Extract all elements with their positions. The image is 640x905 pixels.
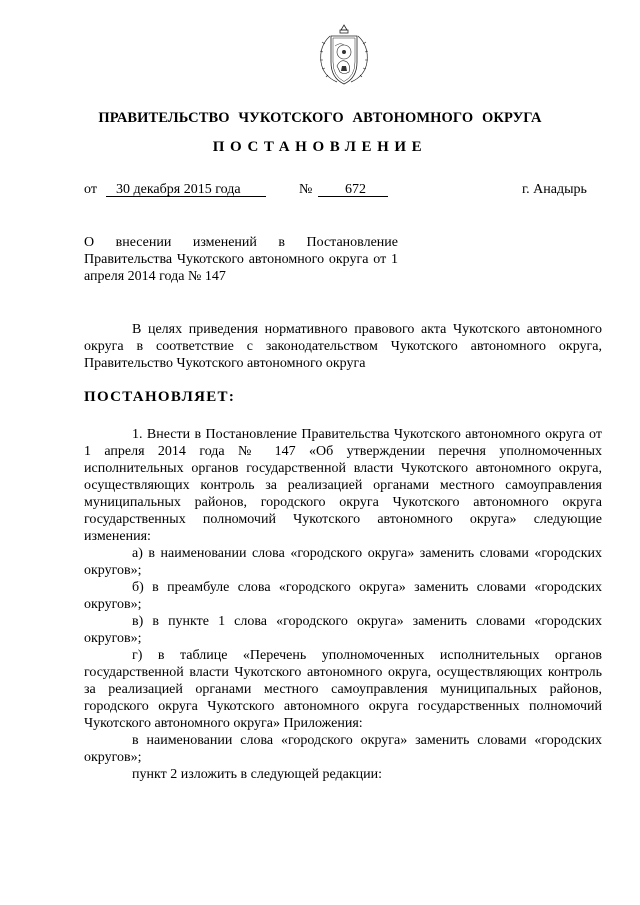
preamble-text: В целях приведения нормативного правового акта Чукотского автономного округа в соответствие с законодательством Чукотского автономного округа, Правительство Чукотского автономного округа — [84, 322, 602, 371]
number-underline — [318, 196, 388, 197]
document-number: 672 — [345, 182, 366, 197]
document-subject: О внесении изменений в Постановление Правительства Чукотского автономного округа от 1 апреля 2014 года № 147 — [84, 235, 398, 284]
government-title: ПРАВИТЕЛЬСТВО ЧУКОТСКОГО АВТОНОМНОГО ОКРУГА — [98, 110, 542, 126]
paragraph: г) в таблице «Перечень уполномоченных исполнительных органов государственной власти Чукотского автономного округа, осуществляющих контроль за реализацией органами местного самоуправления муниципальных районов, городского округа Чукотского автономного округа государственных полномочий Чукотского автономного округа» Приложения: — [84, 648, 602, 731]
paragraph: пункт 2 изложить в следующей редакции: — [132, 767, 382, 782]
paragraph: в) в пункте 1 слова «городского округа» заменить словами «городских округов»; — [84, 614, 602, 646]
paragraph: а) в наименовании слова «городского округа» заменить словами «городских округов»; — [84, 546, 602, 578]
decree-heading: ПОСТАНОВЛЯЕТ: — [84, 389, 236, 405]
paragraph: в наименовании слова «городского округа» заменить словами «городских округов»; — [84, 733, 602, 765]
paragraph: б) в преамбуле слова «городского округа» заменить словами «городских округов»; — [84, 580, 602, 612]
date-from-label: от — [84, 182, 97, 197]
preamble — [84, 321, 602, 372]
document-type-title: ПОСТАНОВЛЕНИЕ — [212, 139, 428, 155]
number-label: № — [299, 182, 313, 197]
document-body — [84, 426, 602, 783]
city: г. Анадырь — [522, 182, 587, 197]
document-date: 30 декабря 2015 года — [116, 182, 241, 197]
chukotka-coat-of-arms-icon — [313, 22, 375, 88]
paragraph: 1. Внести в Постановление Правительства Чукотского автономного округа от 1 апреля 2014 года № 147 «Об утверждении перечня уполномоченных исполнительных органов государственной власти Чукотского автономного округа, осуществляющих контроль за реализацией органами местного самоуправления муниципальных районов, городского округа Чукотского автономного округа государственных полномочий Чукотского автономного округа» следующие изменения: — [84, 427, 602, 544]
date-underline — [106, 196, 266, 197]
